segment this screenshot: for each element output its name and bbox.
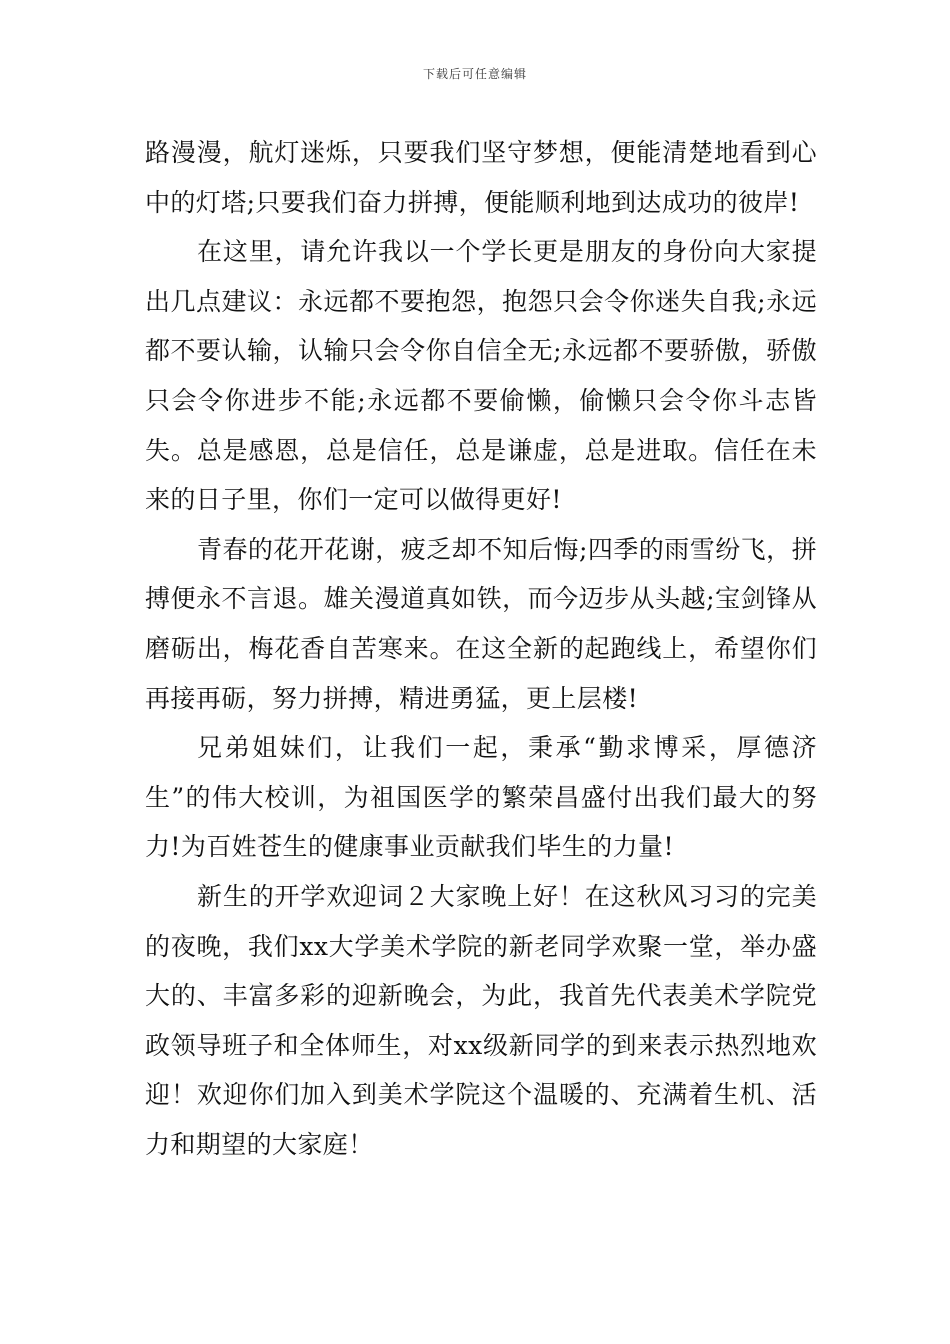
- page-header-note: 下载后可任意编辑: [422, 67, 527, 81]
- paragraph-5: 新生的开学欢迎词２大家晚上好！在这秋风习习的完美的夜晚，我们xx大学美术学院的新老同学欢聚一堂，举办盛大的、丰富多彩的迎新晚会，为此，我首先代表美术学院党政领导班子和全体师生，对xx级新同学的到来表示热烈地欢迎！欢迎你们加入到美术学院这个温暖的、充满着生机、活力和期望的大家庭！: [145, 881, 817, 1159]
- paragraph-1: 路漫漫，航灯迷烁，只要我们坚守梦想，便能清楚地看到心中的灯塔;只要我们奋力拼搏，便能顺利地到达成功的彼岸!: [145, 138, 817, 217]
- paragraph-2: 在这里，请允许我以一个学长更是朋友的身份向大家提出几点建议：永远都不要抱怨，抱怨只会令你迷失自我;永远都不要认输，认输只会令你自信全无;永远都不要骄傲，骄傲只会令你进步不能;永远都不要偷懒，偷懒只会令你斗志皆失。总是感恩，总是信任，总是谦虚，总是进取。信任在未来的日子里，你们一定可以做得更好!: [145, 237, 817, 515]
- paragraph-4: 兄弟姐妹们，让我们一起，秉承“勤求博采，厚德济生”的伟大校训，为祖国医学的繁荣昌盛付出我们最大的努力!为百姓苍生的健康事业贡献我们毕生的力量!: [145, 733, 817, 862]
- paragraph-3: 青春的花开花谢，疲乏却不知后悔;四季的雨雪纷飞，拼搏便永不言退。雄关漫道真如铁，而今迈步从头越;宝剑锋从磨砺出，梅花香自苦寒来。在这全新的起跑线上，希望你们再接再砺，努力拼搏，精进勇猛，更上层楼!: [145, 534, 817, 713]
- document-body: [145, 128, 817, 1169]
